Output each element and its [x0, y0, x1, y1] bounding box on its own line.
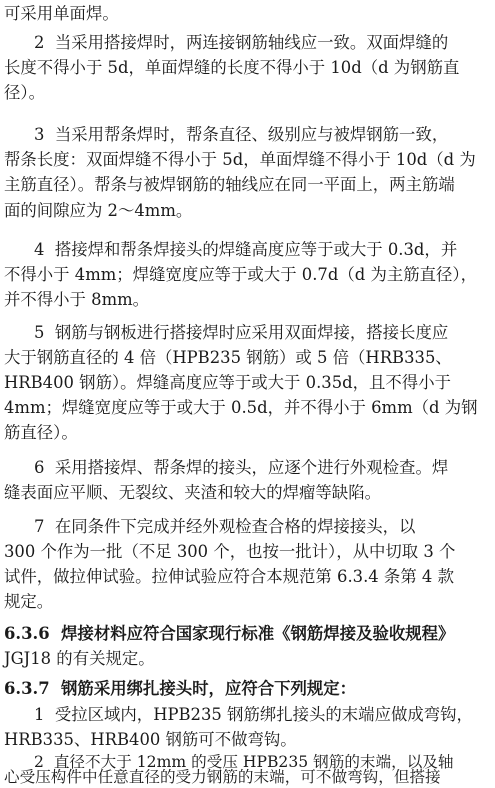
text-line: HRB400 钢筋）。焊缝高度应等于或大于 0.35d，且不得小于: [4, 373, 451, 392]
text-line: 4mm；焊缝宽度应等于或大于 0.5d，并不得小于 6mm（d 为钢: [4, 398, 478, 417]
text-line: 规定。: [4, 592, 54, 611]
section-6-3-7-line: 6.3.7 钢筋采用绑扎接头时，应符合下列规定：: [4, 679, 357, 698]
text-line: 面的间隙应为 2～4mm。: [4, 201, 193, 220]
text-line: 不得小于 4mm；焊缝宽度应等于或大于 0.7d（d 为主筋直径），: [4, 265, 477, 284]
text-line: 径）。: [4, 83, 45, 102]
clause-6-line: 6 采用搭接焊、帮条焊的接头，应逐个进行外观检查。焊: [34, 458, 449, 477]
text-line: 心受压构件中任意直径的受力钢筋的末端，可不做弯钩，但搭接: [4, 768, 441, 786]
clause-2-line: 2 直径不大于 12mm 的受压 HPB235 钢筋的末端，以及轴: [34, 753, 454, 771]
text-line: 缝表面应平顺、无裂纹、夹渣和较大的焊瘤等缺陷。: [4, 483, 381, 502]
clause-1-line: 1 受拉区域内，HPB235 钢筋绑扎接头的末端应做成弯钩，: [34, 705, 473, 724]
text-line: 并不得小于 8mm。: [4, 290, 150, 309]
text-line: 主筋直径）。帮条与被焊钢筋的轴线应在同一平面上，两主筋端: [4, 175, 455, 194]
text-line: 300 个作为一批（不足 300 个，也按一批计），从中切取 3 个: [4, 542, 456, 561]
clause-3-line: 3 当采用帮条焊时，帮条直径、级别应与被焊钢筋一致，: [34, 125, 449, 144]
clause-5-line: 5 钢筋与钢板进行搭接焊时应采用双面焊接，搭接长度应: [34, 323, 449, 342]
text-line: 可采用单面焊。: [4, 4, 119, 23]
text-line: JGJ18 的有关规定。: [4, 649, 155, 668]
text-line: 帮条长度：双面焊缝不得小于 5d，单面焊缝不得小于 10d（d 为: [4, 150, 476, 169]
clause-7-line: 7 在同条件下完成并经外观检查合格的焊接接头，以: [34, 517, 416, 536]
section-6-3-6-line: 6.3.6 焊接材料应符合国家现行标准《钢筋焊接及验收规程》: [4, 624, 455, 643]
text-line: 长度不得小于 5d，单面焊缝的长度不得小于 10d（d 为钢筋直: [4, 58, 460, 77]
text-line: 筋直径）。: [4, 423, 78, 442]
text-line: 大于钢筋直径的 4 倍（HPB235 钢筋）或 5 倍（HRB335、: [4, 348, 452, 367]
text-line: HRB335、HRB400 钢筋可不做弯钩。: [4, 730, 297, 749]
clause-4-line: 4 搭接焊和帮条焊接头的焊缝高度应等于或大于 0.3d，并: [34, 240, 458, 259]
clause-2-line: 2 当采用搭接焊时，两连接钢筋轴线应一致。双面焊缝的: [34, 33, 449, 52]
text-line: 试件，做拉伸试验。拉伸试验应符合本规范第 6.3.4 条第 4 款: [4, 567, 454, 586]
